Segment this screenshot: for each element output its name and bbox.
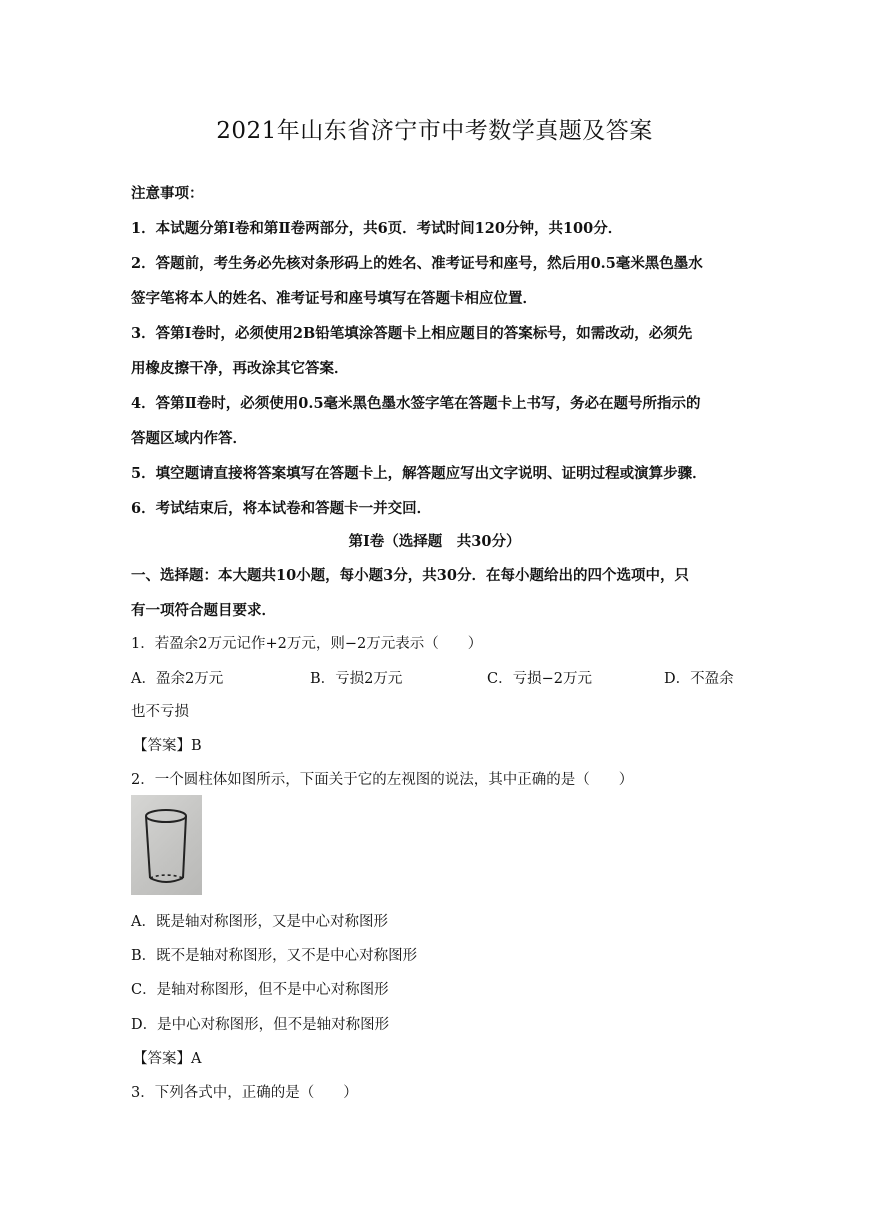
question-2-option-b: B．既不是轴对称图形，又不是中心对称图形 [131, 948, 418, 964]
note-line: 答题区域内作答． [131, 430, 247, 447]
note-line: 6．考试结束后，将本试卷和答题卡一并交回． [131, 500, 432, 517]
question-3-stem: 3．下列各式中，正确的是（ ） [131, 1085, 358, 1101]
question-2-answer: 【答案】A [133, 1051, 202, 1067]
question-1-option-c: C．亏损−2万元 [487, 671, 592, 687]
section-intro-line: 有一项符合题目要求． [131, 602, 276, 619]
question-1-option-d: D．不盈余 [664, 671, 734, 687]
question-2-option-c: C．是轴对称图形，但不是中心对称图形 [131, 982, 389, 998]
note-line: 4．答第Ⅱ卷时，必须使用0.5毫米黑色墨水签字笔在答题卡上书写，务必在题号所指示的 [131, 395, 701, 412]
cylinder-drawing [131, 795, 202, 895]
section-intro-line: 一、选择题：本大题共10小题，每小题3分，共30分．在每小题给出的四个选项中，只 [131, 567, 689, 584]
note-line: 2．答题前，考生务必先核对条形码上的姓名、准考证号和座号，然后用0.5毫米黑色墨水 [131, 255, 703, 272]
cylinder-figure [131, 795, 202, 895]
question-1-stem: 1．若盈余2万元记作+2万元，则−2万元表示（ ） [131, 636, 483, 652]
question-1-option-a: A．盈余2万元 [131, 671, 224, 687]
note-line: 3．答第Ⅰ卷时，必须使用2B铅笔填涂答题卡上相应题目的答案标号，如需改动，必须先 [131, 325, 693, 342]
document-title: 2021年山东省济宁市中考数学真题及答案 [216, 118, 653, 144]
question-1-option-b: B．亏损2万元 [310, 671, 403, 687]
question-2-option-a: A．既是轴对称图形，又是中心对称图形 [131, 914, 388, 930]
question-2-option-d: D．是中心对称图形，但不是轴对称图形 [131, 1017, 390, 1033]
note-line: 5．填空题请直接将答案填写在答题卡上，解答题应写出文字说明、证明过程或演算步骤． [131, 465, 707, 482]
note-line: 用橡皮擦干净，再改涂其它答案． [131, 360, 349, 377]
question-2-stem: 2．一个圆柱体如图所示，下面关于它的左视图的说法，其中正确的是（ ） [131, 772, 634, 788]
question-1-answer: 【答案】B [133, 738, 202, 754]
section-title: 第Ⅰ卷（选择题 共30分） [348, 533, 521, 550]
note-line: 1．本试题分第Ⅰ卷和第Ⅱ卷两部分，共6页．考试时间120分钟，共100分． [131, 220, 623, 237]
question-1-option-d-cont: 也不亏损 [131, 704, 189, 720]
notes-heading: 注意事项： [131, 185, 204, 202]
note-line: 签字笔将本人的姓名、准考证号和座号填写在答题卡相应位置． [131, 290, 537, 307]
